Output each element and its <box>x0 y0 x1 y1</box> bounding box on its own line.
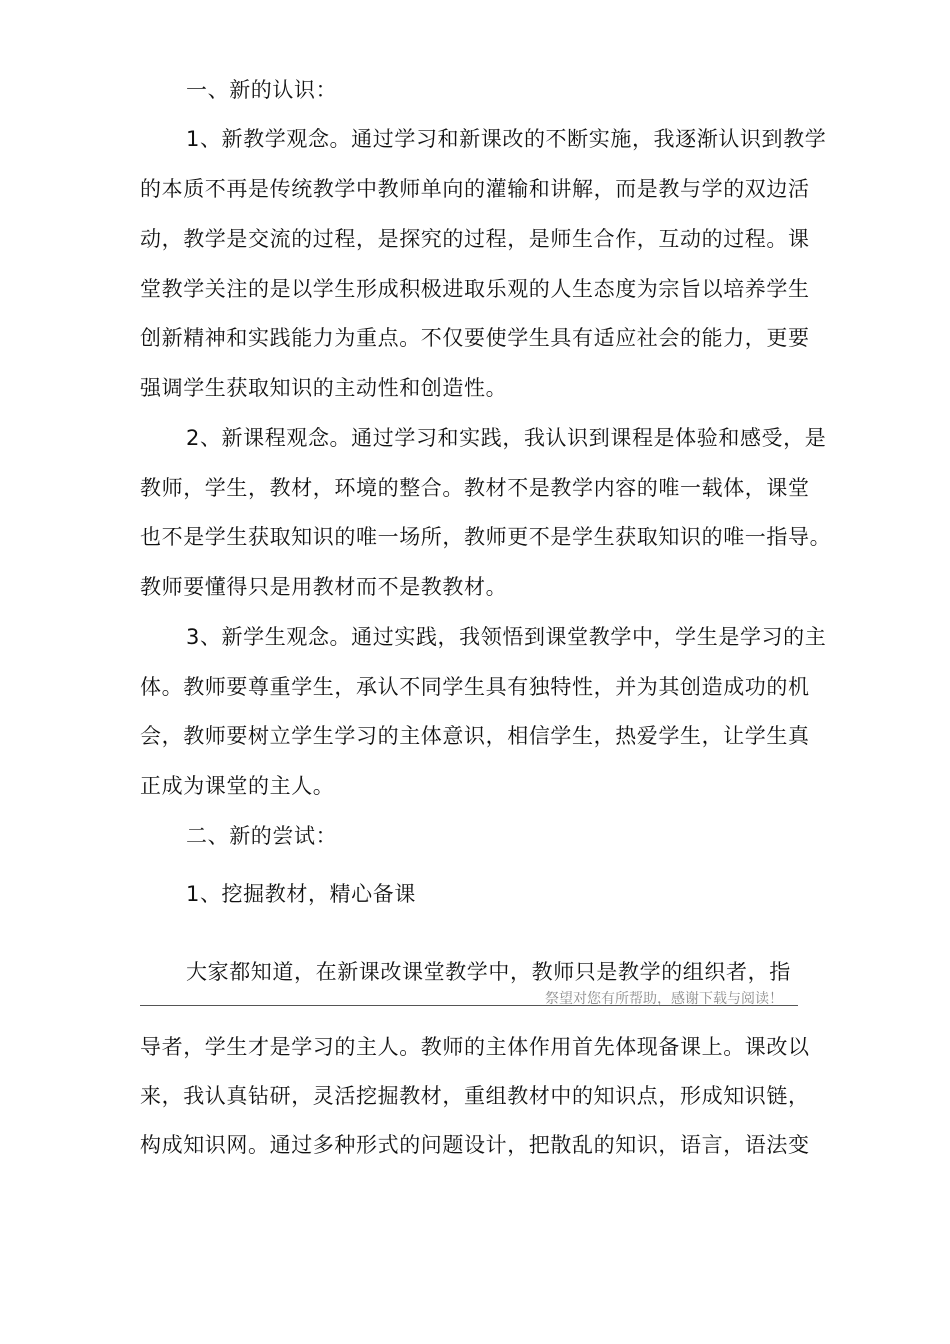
footer-note: 祭望对您有所帮助，感谢下载与阅读！ <box>545 991 783 1007</box>
section-heading-1: 一、新的认识： <box>186 78 338 102</box>
paragraph-line: 构成知识网。通过多种形式的问题设计，把散乱的知识，语言，语法变 <box>140 1133 810 1157</box>
section-heading-2: 二、新的尝试： <box>186 824 338 848</box>
paragraph-line: 来，我认真钻研，灵活挖掘教材，重组教材中的知识点，形成知识链， <box>140 1084 810 1108</box>
paragraph-line: 教师要懂得只是用教材而不是教教材。 <box>140 575 508 599</box>
paragraph-line: 正成为课堂的主人。 <box>140 774 335 798</box>
paragraph-line: 会，教师要树立学生学习的主体意识，相信学生，热爱学生，让学生真 <box>140 724 810 748</box>
subsection-title: 1、挖掘教材，精心备课 <box>186 882 416 906</box>
paragraph-line: 也不是学生获取知识的唯一场所，教师更不是学生获取知识的唯一指导。 <box>140 525 832 549</box>
paragraph-line: 1、新教学观念。通过学习和新课改的不断实施，我逐渐认识到教学 <box>186 127 827 151</box>
paragraph-line: 动，教学是交流的过程，是探究的过程，是师生合作，互动的过程。课 <box>140 227 810 251</box>
paragraph-line: 堂教学关注的是以学生形成积极进取乐观的人生态度为宗旨以培养学生 <box>140 277 810 301</box>
paragraph-line: 大家都知道，在新课改课堂教学中，教师只是教学的组织者，指 <box>186 960 791 984</box>
paragraph-line: 体。教师要尊重学生，承认不同学生具有独特性，并为其创造成功的机 <box>140 675 810 699</box>
paragraph-line: 强调学生获取知识的主动性和创造性。 <box>140 376 508 400</box>
paragraph-line: 导者，学生才是学习的主人。教师的主体作用首先体现备课上。课改以 <box>140 1035 810 1059</box>
paragraph-line: 教师，学生，教材，环境的整合。教材不是教学内容的唯一载体，课堂 <box>140 476 810 500</box>
paragraph-line: 3、新学生观念。通过实践，我领悟到课堂教学中，学生是学习的主 <box>186 625 827 649</box>
paragraph-line: 的本质不再是传统教学中教师单向的灌输和讲解，而是教与学的双边活 <box>140 177 810 201</box>
paragraph-line: 创新精神和实践能力为重点。不仅要使学生具有适应社会的能力，更要 <box>140 326 810 350</box>
paragraph-line: 2、新课程观念。通过学习和实践，我认识到课程是体验和感受，是 <box>186 426 827 450</box>
